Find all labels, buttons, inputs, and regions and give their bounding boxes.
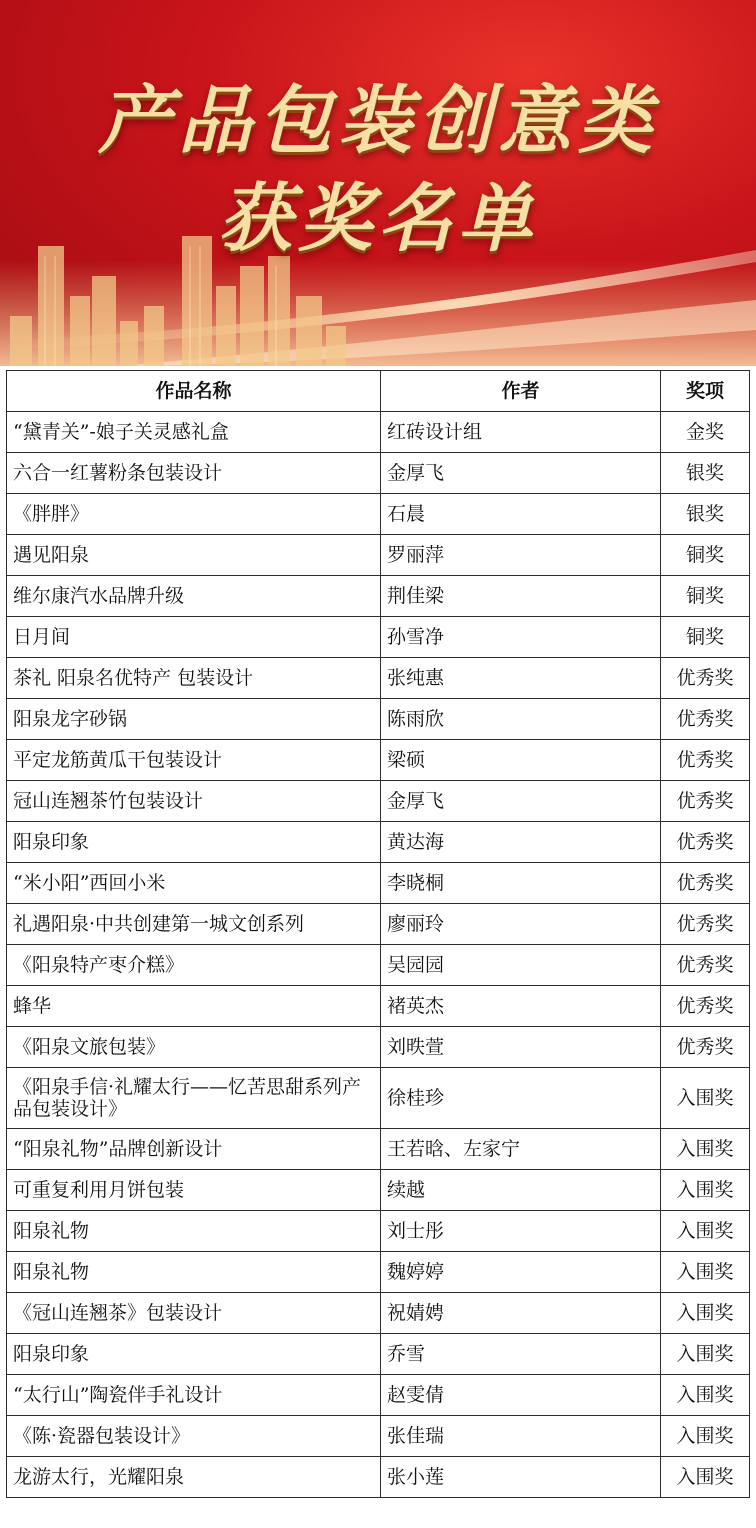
work-name-cell: 维尔康汽水品牌升级	[7, 576, 381, 617]
award-cell: 入围奖	[661, 1457, 750, 1498]
table-header-row	[7, 371, 750, 412]
award-cell: 优秀奖	[661, 904, 750, 945]
award-cell: 入围奖	[661, 1129, 750, 1170]
table-row	[7, 535, 750, 576]
table-row	[7, 1068, 750, 1129]
author-cell: 乔雪	[381, 1334, 661, 1375]
award-cell: 入围奖	[661, 1211, 750, 1252]
table-row	[7, 494, 750, 535]
award-cell: 入围奖	[661, 1068, 750, 1129]
table-row	[7, 1293, 750, 1334]
table-row	[7, 822, 750, 863]
award-cell: 优秀奖	[661, 658, 750, 699]
award-cell: 银奖	[661, 494, 750, 535]
work-name-cell: “黛青关”-娘子关灵感礼盒	[7, 412, 381, 453]
table-row	[7, 1416, 750, 1457]
table-row	[7, 658, 750, 699]
work-name-cell: 礼遇阳泉·中共创建第一城文创系列	[7, 904, 381, 945]
award-cell: 入围奖	[661, 1334, 750, 1375]
table-row	[7, 1129, 750, 1170]
work-name-cell: 龙游太行，光耀阳泉	[7, 1457, 381, 1498]
award-cell: 优秀奖	[661, 822, 750, 863]
author-cell: 张纯惠	[381, 658, 661, 699]
banner-title-line2: 获奖名单	[218, 176, 538, 262]
author-cell: 孙雪净	[381, 617, 661, 658]
author-cell: 罗丽萍	[381, 535, 661, 576]
award-cell: 入围奖	[661, 1170, 750, 1211]
header-author: 作者	[381, 371, 661, 412]
banner-title-line1: 产品包装创意类	[98, 78, 658, 164]
work-name-cell: 阳泉印象	[7, 1334, 381, 1375]
author-cell: 赵雯倩	[381, 1375, 661, 1416]
award-cell: 铜奖	[661, 535, 750, 576]
header-award: 奖项	[661, 371, 750, 412]
table-row	[7, 904, 750, 945]
award-cell: 银奖	[661, 453, 750, 494]
table-row	[7, 1334, 750, 1375]
work-name-cell: “阳泉礼物”品牌创新设计	[7, 1129, 381, 1170]
author-cell: 刘士彤	[381, 1211, 661, 1252]
author-cell: 王若晗、左家宁	[381, 1129, 661, 1170]
work-name-cell: 《阳泉手信·礼耀太行——忆苦思甜系列产品包装设计》	[7, 1068, 381, 1129]
author-cell: 金厚飞	[381, 453, 661, 494]
award-cell: 铜奖	[661, 576, 750, 617]
author-cell: 石晨	[381, 494, 661, 535]
award-cell: 入围奖	[661, 1252, 750, 1293]
table-row	[7, 986, 750, 1027]
award-cell: 优秀奖	[661, 986, 750, 1027]
work-name-cell: 《阳泉文旅包装》	[7, 1027, 381, 1068]
work-name-cell: “太行山”陶瓷伴手礼设计	[7, 1375, 381, 1416]
table-row	[7, 781, 750, 822]
work-name-cell: 《冠山连翘茶》包装设计	[7, 1293, 381, 1334]
table-row	[7, 740, 750, 781]
award-cell: 入围奖	[661, 1416, 750, 1457]
header-banner	[0, 0, 756, 366]
work-name-cell: 可重复利用月饼包装	[7, 1170, 381, 1211]
award-cell: 优秀奖	[661, 1027, 750, 1068]
author-cell: 李晓桐	[381, 863, 661, 904]
author-cell: 祝婧娉	[381, 1293, 661, 1334]
author-cell: 徐桂珍	[381, 1068, 661, 1129]
work-name-cell: 六合一红薯粉条包装设计	[7, 453, 381, 494]
work-name-cell: 冠山连翘茶竹包装设计	[7, 781, 381, 822]
author-cell: 魏婷婷	[381, 1252, 661, 1293]
table-row	[7, 699, 750, 740]
table-row	[7, 945, 750, 986]
work-name-cell: 茶礼 阳泉名优特产 包装设计	[7, 658, 381, 699]
author-cell: 荆佳梁	[381, 576, 661, 617]
work-name-cell: “米小阳”西回小米	[7, 863, 381, 904]
award-table	[6, 370, 750, 1498]
author-cell: 廖丽玲	[381, 904, 661, 945]
table-row	[7, 1252, 750, 1293]
work-name-cell: 阳泉龙字砂锅	[7, 699, 381, 740]
work-name-cell: 阳泉礼物	[7, 1211, 381, 1252]
author-cell: 刘昳萱	[381, 1027, 661, 1068]
award-cell: 入围奖	[661, 1293, 750, 1334]
award-cell: 优秀奖	[661, 699, 750, 740]
author-cell: 吴园园	[381, 945, 661, 986]
author-cell: 梁硕	[381, 740, 661, 781]
work-name-cell: 蜂华	[7, 986, 381, 1027]
work-name-cell: 平定龙筋黄瓜干包装设计	[7, 740, 381, 781]
table-row	[7, 453, 750, 494]
table-row	[7, 1170, 750, 1211]
table-row	[7, 1375, 750, 1416]
author-cell: 张小莲	[381, 1457, 661, 1498]
work-name-cell: 遇见阳泉	[7, 535, 381, 576]
award-cell: 铜奖	[661, 617, 750, 658]
award-cell: 入围奖	[661, 1375, 750, 1416]
work-name-cell: 阳泉印象	[7, 822, 381, 863]
table-row	[7, 576, 750, 617]
work-name-cell: 阳泉礼物	[7, 1252, 381, 1293]
table-row	[7, 1211, 750, 1252]
work-name-cell: 《阳泉特产枣介糕》	[7, 945, 381, 986]
table-row	[7, 863, 750, 904]
table-row	[7, 1027, 750, 1068]
author-cell: 金厚飞	[381, 781, 661, 822]
work-name-cell: 《陈·瓷器包装设计》	[7, 1416, 381, 1457]
table-row	[7, 412, 750, 453]
award-cell: 优秀奖	[661, 863, 750, 904]
table-row	[7, 617, 750, 658]
author-cell: 续越	[381, 1170, 661, 1211]
author-cell: 黄达海	[381, 822, 661, 863]
author-cell: 陈雨欣	[381, 699, 661, 740]
award-cell: 优秀奖	[661, 740, 750, 781]
work-name-cell: 《胖胖》	[7, 494, 381, 535]
author-cell: 红砖设计组	[381, 412, 661, 453]
author-cell: 张佳瑞	[381, 1416, 661, 1457]
award-cell: 优秀奖	[661, 781, 750, 822]
award-cell: 优秀奖	[661, 945, 750, 986]
author-cell: 褚英杰	[381, 986, 661, 1027]
award-cell: 金奖	[661, 412, 750, 453]
table-row	[7, 1457, 750, 1498]
work-name-cell: 日月间	[7, 617, 381, 658]
header-work-name: 作品名称	[7, 371, 381, 412]
